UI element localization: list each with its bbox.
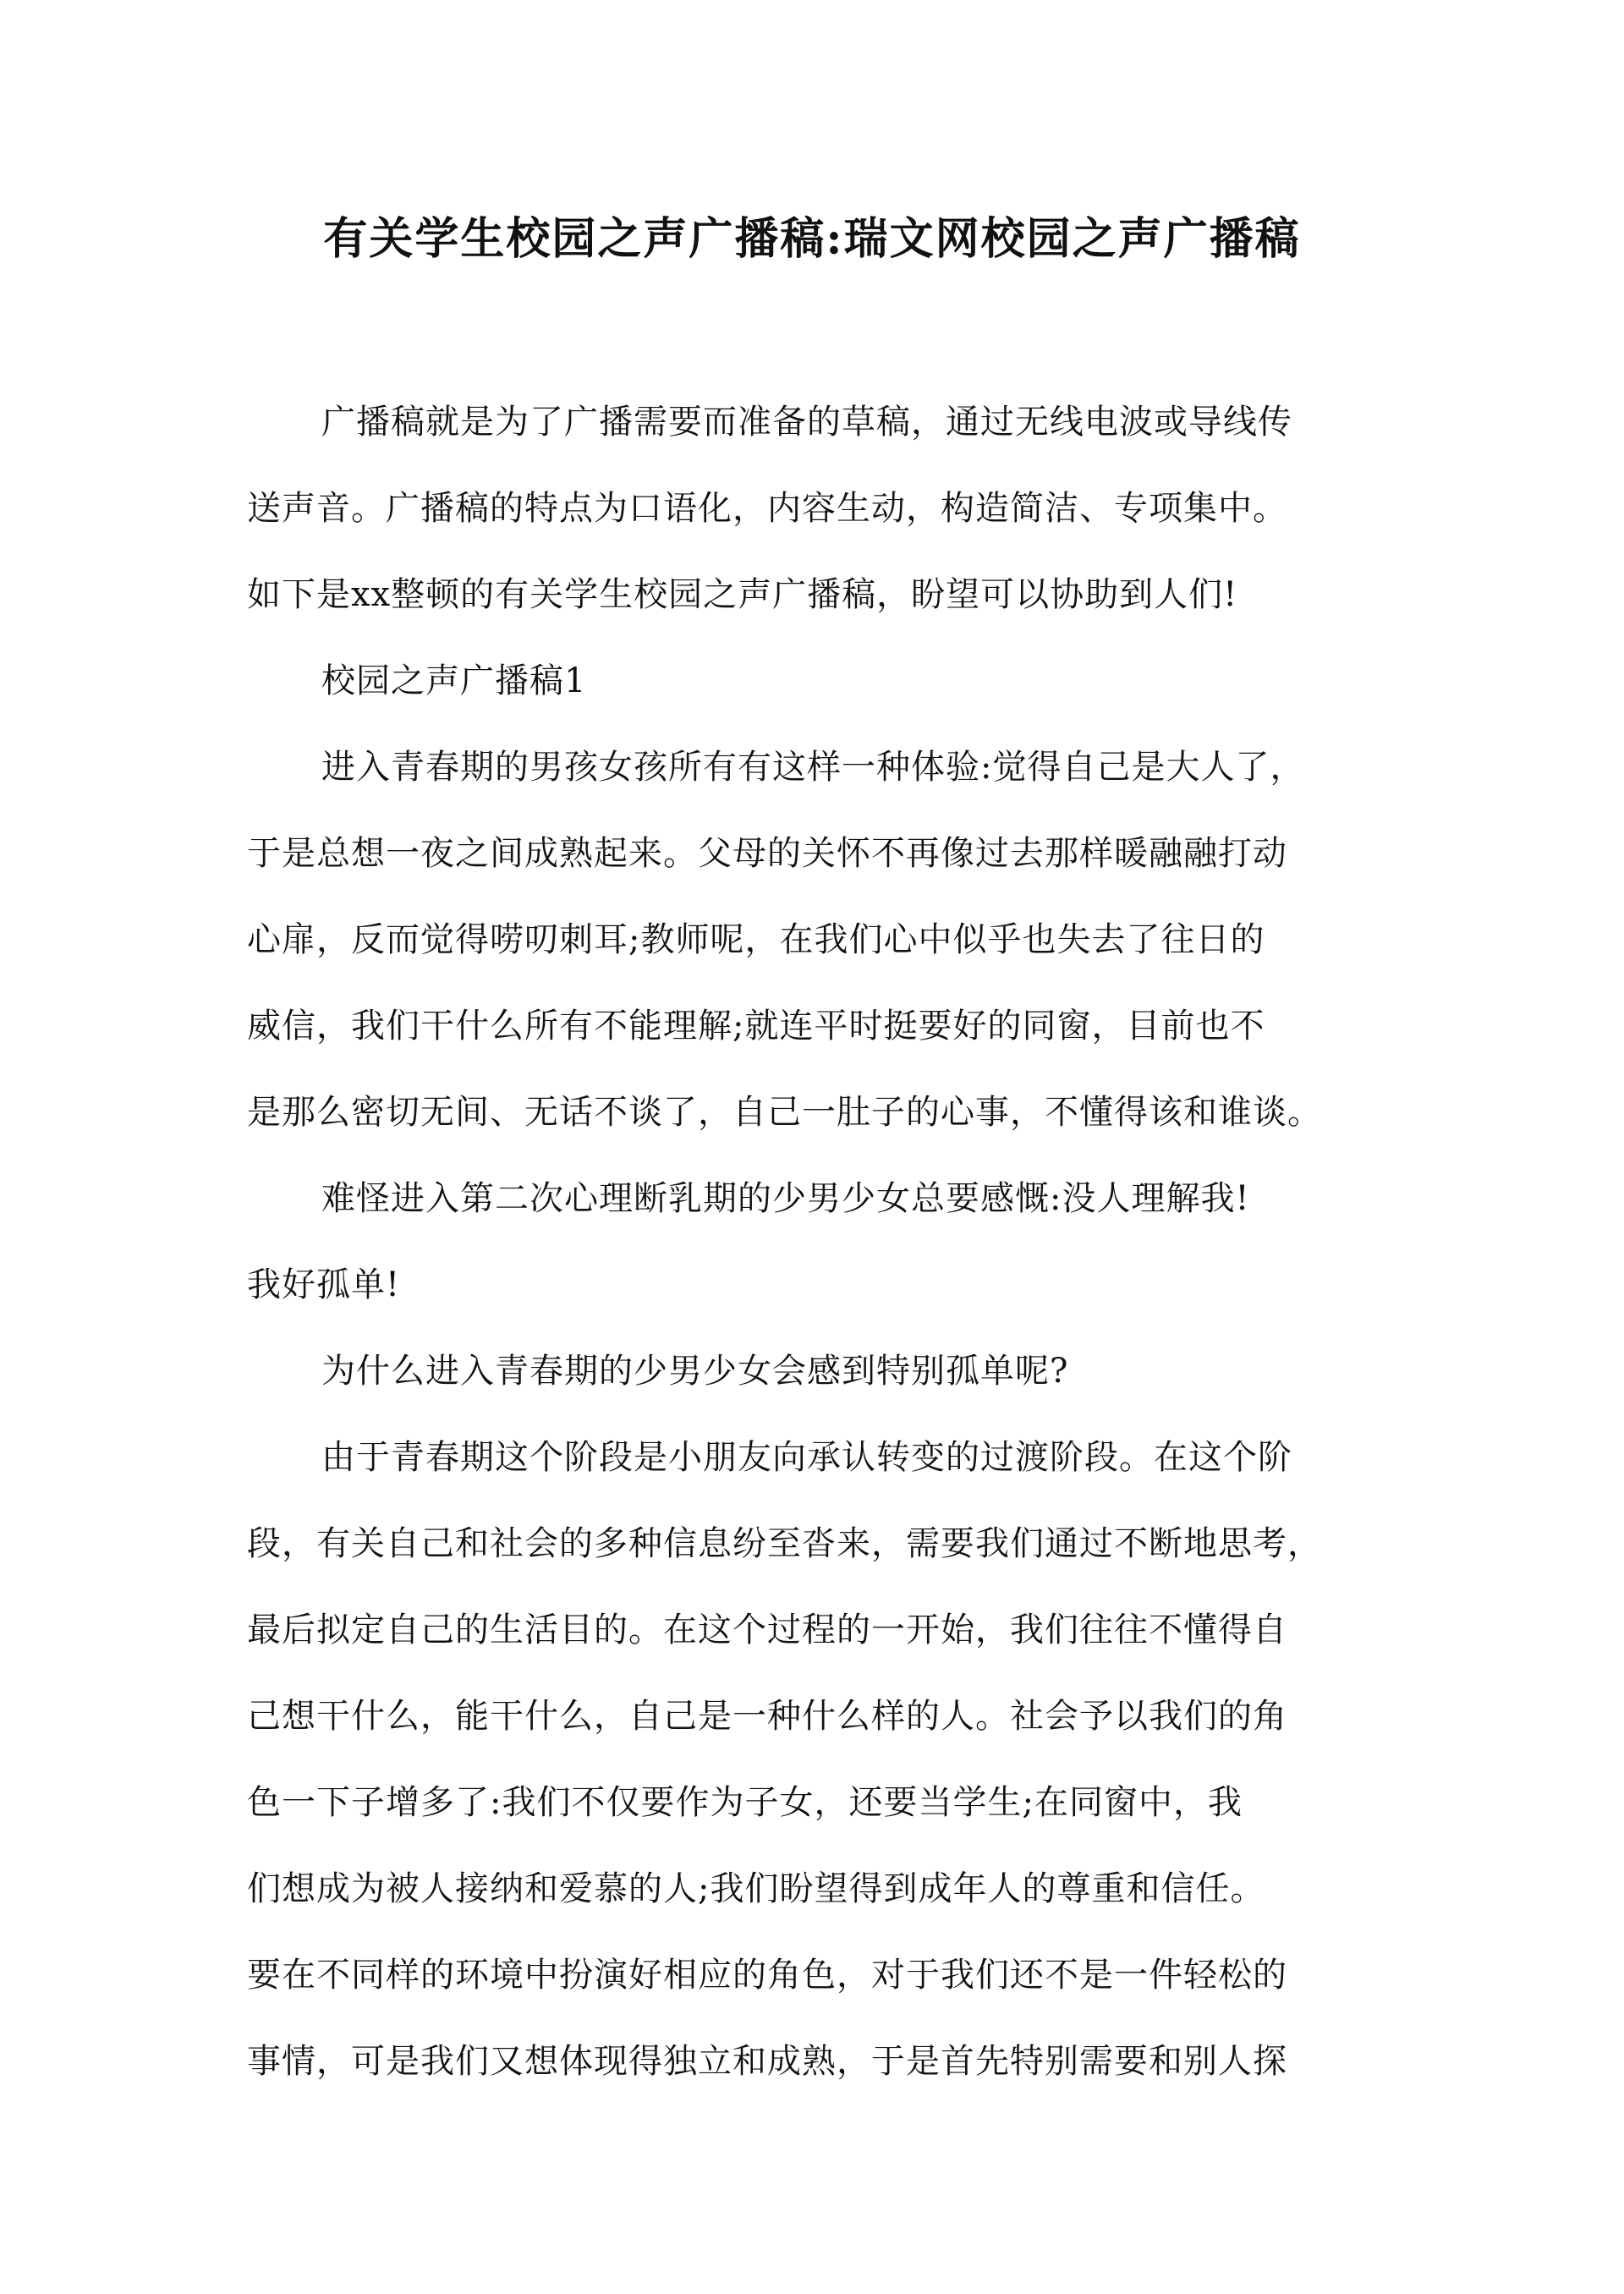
body-line: 于是总想一夜之间成熟起来。父母的关怀不再像过去那样暖融融打动 bbox=[247, 834, 1287, 873]
body-line: 送声音。广播稿的特点为口语化，内容生动，构造简洁、专项集中。 bbox=[247, 489, 1287, 528]
body-line: 最后拟定自己的生活目的。在这个过程的一开始，我们往往不懂得自 bbox=[247, 1611, 1287, 1649]
body-line: 由于青春期这个阶段是小朋友向承认转变的过渡阶段。在这个阶 bbox=[321, 1438, 1292, 1477]
body-line: 是那么密切无间、无话不谈了，自己一肚子的心事，不懂得该和谁谈。 bbox=[247, 1093, 1322, 1132]
body-line: 如下是xx整顿的有关学生校园之声广播稿，盼望可以协助到人们! bbox=[247, 575, 1238, 614]
body-line: 我好孤单! bbox=[247, 1265, 401, 1304]
body-line: 进入青春期的男孩女孩所有有这样一种体验:觉得自己是大人了， bbox=[321, 748, 1305, 787]
section-heading: 校园之声广播稿1 bbox=[321, 661, 587, 700]
body-line: 事情，可是我们又想体现得独立和成熟，于是首先特别需要和别人探 bbox=[247, 2042, 1287, 2081]
body-line: 们想成为被人接纳和爱慕的人;我们盼望得到成年人的尊重和信任。 bbox=[247, 1869, 1265, 1908]
body-line: 色一下子增多了:我们不仅要作为子女，还要当学生;在同窗中，我 bbox=[247, 1783, 1243, 1822]
body-line: 难怪进入第二次心理断乳期的少男少女总要感慨:没人理解我! bbox=[321, 1179, 1250, 1218]
document-title: 有关学生校园之声广播稿:瑞文网校园之声广播稿 bbox=[323, 213, 1301, 265]
body-line: 心扉，反而觉得唠叨刺耳;教师呢，在我们心中似乎也失去了往日的 bbox=[247, 920, 1265, 959]
body-line: 威信，我们干什么所有不能理解;就连平时挺要好的同窗，目前也不 bbox=[247, 1007, 1265, 1045]
body-line: 为什么进入青春期的少男少女会感到特别孤单呢? bbox=[321, 1352, 1069, 1391]
body-line: 段，有关自己和社会的多种信息纷至沓来，需要我们通过不断地思考， bbox=[247, 1524, 1322, 1563]
body-line: 广播稿就是为了广播需要而准备的草稿，通过无线电波或导线传 bbox=[321, 403, 1292, 442]
body-line: 己想干什么，能干什么，自己是一种什么样的人。社会予以我们的角 bbox=[247, 1697, 1287, 1736]
document-body bbox=[247, 379, 1397, 2105]
body-line: 要在不同样的环境中扮演好相应的角色，对于我们还不是一件轻松的 bbox=[247, 1956, 1287, 1995]
